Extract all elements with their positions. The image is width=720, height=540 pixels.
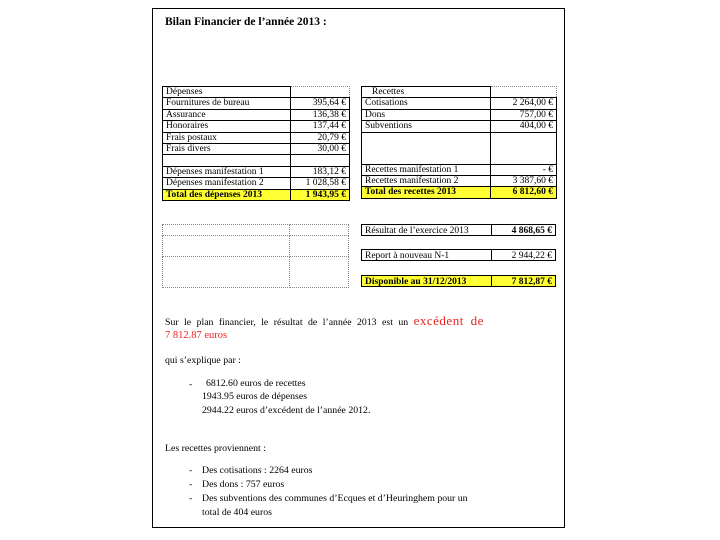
disponible-label: Disponible au 31/12/2013 (365, 277, 467, 287)
resultat-label: Résultat de l’exercice 2013 (365, 226, 469, 236)
list-item: 1943.95 euros de dépenses (202, 391, 308, 402)
report-row (361, 249, 556, 261)
depense-label: Dépenses manifestation 1 (163, 166, 291, 177)
recette-label: Recettes manifestation 2 (362, 176, 491, 187)
depenses-total-amount: 1 943,95 € (291, 189, 350, 200)
list-item: total de 404 euros (202, 507, 272, 518)
result-sentence: Sur le plan financier, le résultat de l’année 2013 est un excédent de (165, 313, 484, 328)
table-row (163, 178, 350, 189)
recettes-table (361, 86, 557, 199)
table-row (163, 98, 350, 109)
depense-amount: 183,12 € (291, 166, 350, 177)
table-row-empty (163, 155, 350, 166)
table-row (362, 98, 557, 109)
recette-amount: 2 264,00 € (491, 98, 557, 109)
depenses-header: Dépenses (163, 87, 291, 98)
depense-label: Honoraires (163, 121, 291, 132)
list-item: Des cotisations : 2264 euros (202, 465, 313, 476)
recettes-total-row (362, 187, 557, 198)
depense-label: Dépenses manifestation 2 (163, 178, 291, 189)
table-row (163, 109, 350, 120)
bullet-dash: - (189, 465, 193, 476)
report-amount: 2 944,22 € (511, 251, 552, 261)
table-row (362, 121, 557, 132)
recettes-header: Recettes (362, 87, 491, 98)
list-item: 2944.22 euros d’excédent de l’année 2012. (202, 405, 371, 416)
recette-label: Subventions (362, 121, 491, 132)
recettes-total-label: Total des recettes 2013 (362, 187, 491, 198)
bullet-dash: - (189, 479, 193, 490)
list-item: 6812.60 euros de recettes (206, 378, 306, 389)
recette-label: Dons (362, 109, 491, 120)
table-row (362, 109, 557, 120)
depenses-total-row (163, 189, 350, 200)
report-label: Report à nouveau N-1 (365, 251, 450, 261)
depense-amount: 1 028,58 € (291, 178, 350, 189)
recette-amount: - € (491, 164, 557, 175)
list-item: Des subventions des communes d’Ecques et d’Heuringhem pour un (202, 493, 468, 504)
table-row (362, 176, 557, 187)
recette-amount: 757,00 € (491, 109, 557, 120)
recette-label: Recettes manifestation 1 (362, 164, 491, 175)
depense-amount: 395,64 € (291, 98, 350, 109)
list-item: Des dons : 757 euros (202, 479, 285, 490)
table-row-empty (362, 132, 557, 164)
document-page (152, 8, 565, 528)
resultat-row (361, 224, 556, 236)
explique-text: qui s’explique par : (165, 355, 241, 366)
disponible-amount: 7 812,87 € (511, 277, 552, 287)
depenses-header-row (163, 87, 350, 98)
empty-grid-cell (162, 256, 290, 288)
recettes-header-row (362, 87, 557, 98)
depense-amount: 30,00 € (291, 144, 350, 155)
depense-label: Frais postaux (163, 132, 291, 143)
depense-amount: 137,44 € (291, 121, 350, 132)
bullet-dash: - (189, 493, 193, 504)
depense-label: Assurance (163, 109, 291, 120)
depense-label: Fournitures de bureau (163, 98, 291, 109)
table-row (163, 144, 350, 155)
depense-label: Frais divers (163, 144, 291, 155)
table-row (362, 164, 557, 175)
recettes-heading: Les recettes proviennent : (165, 443, 266, 454)
document-title: Bilan Financier de l’année 2013 : (165, 16, 327, 28)
bullet-dash: - (189, 379, 193, 390)
resultat-amount: 4 868,65 € (511, 226, 552, 236)
empty-grid-cell (289, 256, 349, 288)
table-row (163, 132, 350, 143)
depense-amount: 136,38 € (291, 109, 350, 120)
recette-amount: 3 387,60 € (491, 176, 557, 187)
recette-label: Cotisations (362, 98, 491, 109)
table-row (163, 166, 350, 177)
empty-grid-cell (162, 235, 290, 257)
empty-grid-cell (289, 235, 349, 257)
disponible-row (361, 275, 556, 287)
recette-amount: 404,00 € (491, 121, 557, 132)
depenses-total-label: Total des dépenses 2013 (163, 189, 291, 200)
depenses-table (162, 86, 350, 201)
result-amount-text: 7 812.87 euros (165, 330, 228, 341)
recettes-total-amount: 6 812,60 € (491, 187, 557, 198)
table-row (163, 121, 350, 132)
depense-amount: 20,79 € (291, 132, 350, 143)
